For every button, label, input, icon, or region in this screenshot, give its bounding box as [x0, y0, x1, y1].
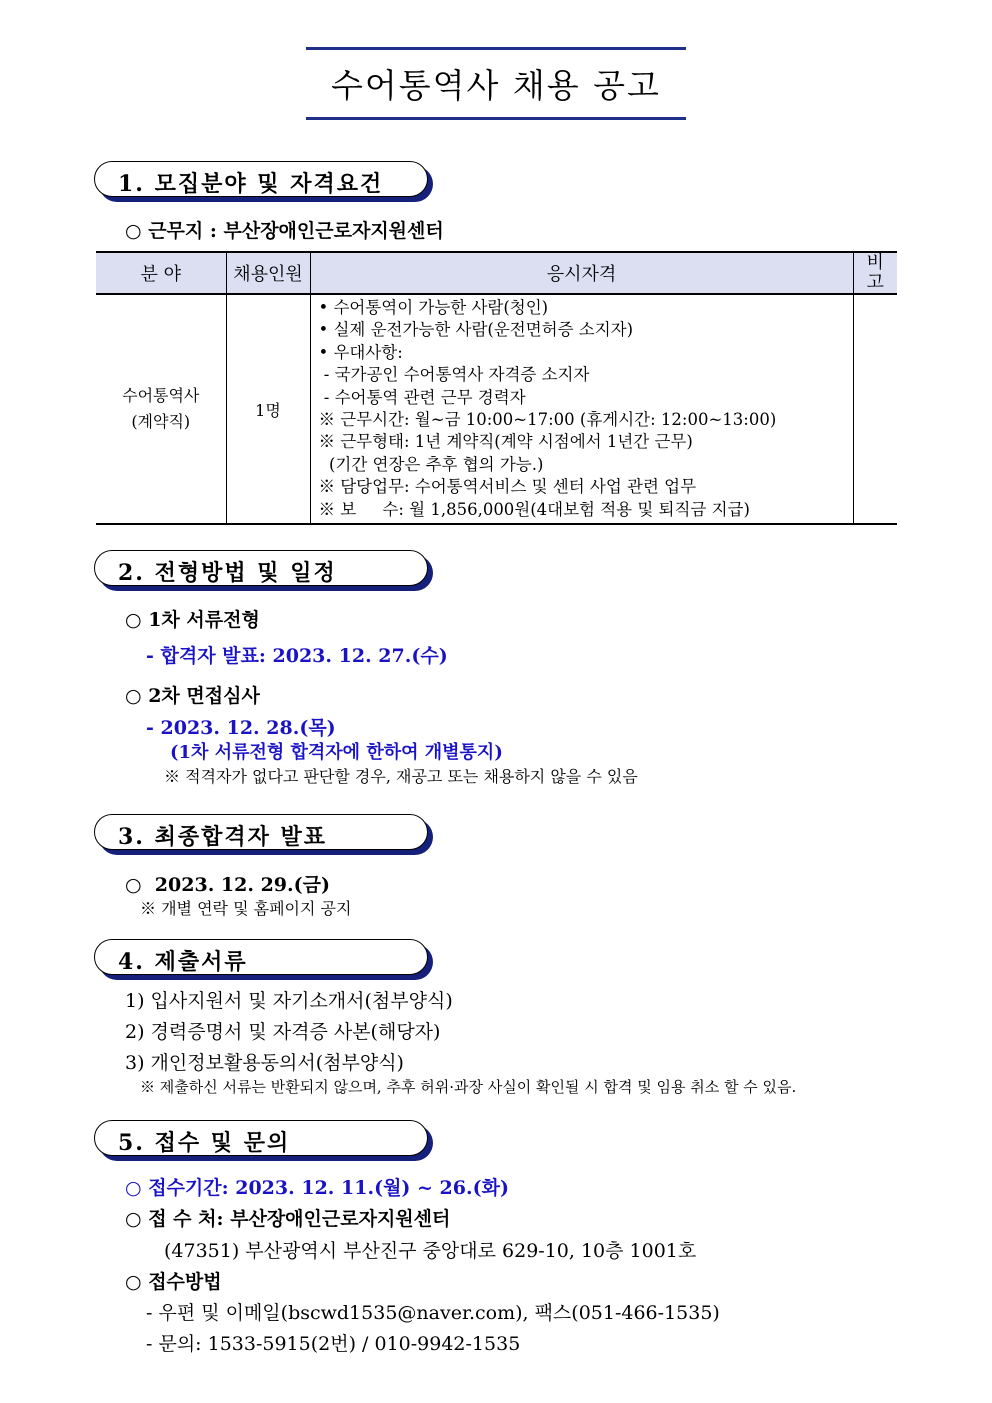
section-5-heading [94, 1120, 432, 1160]
workplace: ○ 근무지 : 부산장애인근로자지원센터 [125, 220, 444, 242]
document-item: 2) 경력증명서 및 자격증 사본(해당자) [125, 1021, 441, 1043]
title-bottom-rule [306, 117, 686, 120]
header-remarks-label: 비고 [866, 252, 884, 293]
list-item: • 실제 운전가능한 사람(운전면허증 소지자) [318, 320, 634, 340]
table-row [96, 294, 897, 524]
application-method-detail: - 우편 및 이메일(bscwd1535@naver.com), 팩스(051-466-1535) [146, 1302, 720, 1324]
document-item: 1) 입사지원서 및 자기소개서(첨부양식) [125, 990, 453, 1012]
final-date: ○ 2023. 12. 29.(금) [125, 874, 330, 896]
list-item: - 수어통역 관련 근무 경력자 [318, 387, 526, 407]
second-screening: ○ 2차 면접심사 [125, 685, 260, 707]
cell-field [96, 294, 226, 524]
selection-remark: ※ 적격자가 없다고 판단할 경우, 재공고 또는 채용하지 않을 수 있음 [164, 767, 638, 786]
header-qualification: 응시자격 [310, 252, 853, 294]
requirements-table [96, 251, 897, 525]
header-remarks [853, 252, 897, 294]
section-2-label: 2. 전형방법 및 일정 [118, 560, 337, 586]
list-item: ※ 근무시간: 월~금 10:00~17:00 (휴게시간: 12:00~13:00) [318, 410, 777, 430]
list-item: ※ 보 수: 월 1,856,000원(4대보험 적용 및 퇴직금 지급) [318, 499, 750, 519]
second-date: - 2023. 12. 28.(목) [146, 717, 336, 739]
section-2-heading [94, 550, 432, 590]
table-header-row [96, 252, 897, 294]
title-top-rule [306, 47, 686, 50]
cell-qualifications [310, 294, 853, 524]
first-screening: ○ 1차 서류전형 [125, 609, 260, 631]
cell-count: 1명 [226, 294, 310, 524]
section-1-label: 1. 모집분야 및 자격요건 [118, 171, 384, 197]
documents-note: ※ 제출하신 서류는 반환되지 않으며, 추후 허위·과장 사실이 확인될 시 합격 및 임용 취소 할 수 있음. [140, 1078, 797, 1096]
first-result: - 합격자 발표: 2023. 12. 27.(수) [146, 645, 448, 667]
application-period: ○ 접수기간: 2023. 12. 11.(월) ~ 26.(화) [125, 1177, 509, 1199]
section-3-label: 3. 최종합격자 발표 [118, 824, 328, 850]
qualification-list [311, 295, 853, 523]
document-item: 3) 개인정보활용동의서(첨부양식) [125, 1052, 404, 1074]
application-inquiry: - 문의: 1533-5915(2번) / 010-9942-1535 [146, 1333, 521, 1355]
section-1-heading [94, 161, 432, 201]
list-item: ※ 근무형태: 1년 계약직(계약 시점에서 1년간 근무) [318, 432, 693, 452]
section-4-label: 4. 제출서류 [118, 949, 248, 975]
section-4-heading [94, 939, 432, 979]
second-note: (1차 서류전형 합격자에 한하여 개별통지) [170, 742, 503, 763]
application-address: (47351) 부산광역시 부산진구 중앙대로 629-10, 10층 1001호 [164, 1240, 697, 1262]
field-type: (계약직) [131, 412, 191, 432]
cell-remarks [853, 294, 897, 524]
list-item: • 수어통역이 가능한 사람(청인) [318, 298, 549, 317]
list-item: • 우대사항: [318, 342, 403, 362]
application-method: ○ 접수방법 [125, 1271, 222, 1293]
final-note: ※ 개별 연락 및 홈페이지 공지 [140, 899, 352, 918]
page-title: 수어통역사 채용 공고 [331, 66, 661, 105]
list-item: (기간 연장은 추후 협의 가능.) [318, 454, 544, 474]
header-count: 채용인원 [226, 252, 310, 294]
field-name: 수어통역사 [122, 386, 200, 406]
section-3-heading [94, 814, 432, 854]
section-5-label: 5. 접수 및 문의 [118, 1130, 291, 1156]
list-item: ※ 담당업무: 수어통역서비스 및 센터 사업 관련 업무 [318, 477, 697, 497]
header-field: 분 야 [96, 252, 226, 294]
application-place: ○ 접 수 처: 부산장애인근로자지원센터 [125, 1208, 451, 1230]
list-item: - 국가공인 수어통역사 자격증 소지자 [318, 365, 590, 385]
